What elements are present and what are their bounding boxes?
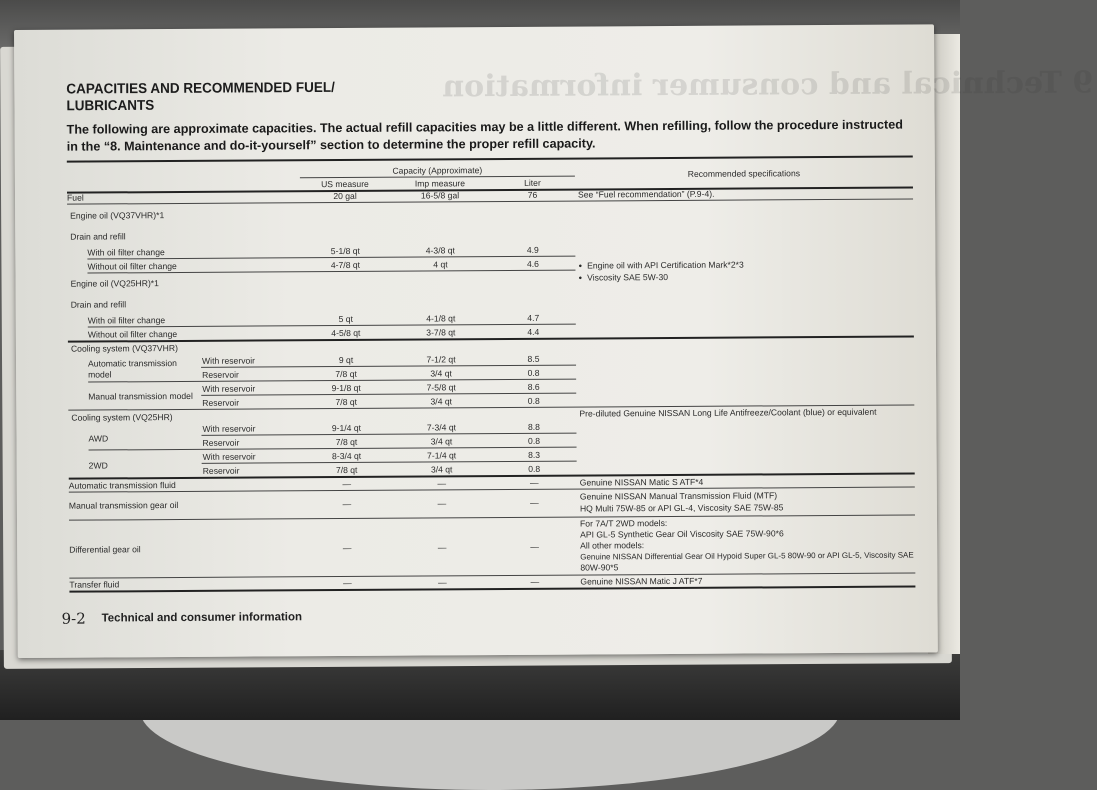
diff-spec-line3: All other models: (580, 540, 645, 551)
cool-awd-with-imp: 7-3/4 qt (426, 422, 457, 433)
intro-paragraph: The following are approximate capacities. The actual refill capacities may be a little different. When refilling, follow the procedure instructed in the “8. Maintenance and do-it-yourself” section to determine the proper refill capacity. (66, 117, 903, 154)
oil-spec-viscosity: ● Viscosity SAE 5W-30 (578, 272, 668, 286)
cool-vq37-auto-label: Automatic transmission model (88, 358, 177, 380)
atf-label: Automatic transmission fluid (68, 480, 176, 491)
oil-vq37-drain: Drain and refill (70, 231, 126, 242)
oil-vq37-without-label: Without oil filter change (87, 261, 177, 272)
page-number: 9-2 (61, 609, 86, 628)
mtf-spec-line1: Genuine NISSAN Manual Transmission Fluid (MTF) (579, 490, 778, 502)
diff-imp: — (437, 542, 447, 553)
oil-vq25-without-label: Without oil filter change (87, 329, 178, 340)
footer-section-label: Technical and consumer information (101, 611, 303, 625)
cool-2wd-res-us: 7/8 qt (335, 464, 358, 476)
oil-vq37-without-liter: 4.6 (526, 258, 539, 269)
cool-2wd-res-label: Reservoir (202, 465, 240, 476)
oil-vq37-with-liter: 4.9 (526, 244, 539, 255)
cool-awd-with-us: 9-1/4 qt (331, 422, 362, 434)
cool-vq37-man-res-liter: 0.8 (527, 395, 540, 406)
oil-vq37-heading: Engine oil (VQ37VHR)*1 (70, 210, 165, 221)
cool-awd-label: AWD (88, 433, 109, 444)
diff-label: Differential gear oil (69, 544, 141, 555)
oil-vq25-drain: Drain and refill (70, 299, 127, 310)
diff-liter: — (530, 541, 539, 552)
cool-vq37-man-res-imp: 3/4 qt (430, 396, 453, 407)
cool-vq37-auto-res-liter: 0.8 (527, 367, 540, 378)
cool-vq37-heading: Cooling system (VQ37VHR) (70, 343, 178, 354)
cool-vq37-auto-with-label: With reservoir (201, 355, 256, 366)
atf-imp: — (437, 478, 447, 489)
oil-vq37-with-us: 5-1/8 qt (330, 245, 360, 257)
transfer-label: Transfer fluid (69, 579, 120, 590)
oil-vq25-without-liter: 4.4 (527, 326, 540, 337)
cool-vq37-man-label: Manual transmission model (88, 390, 193, 402)
cool-2wd-label: 2WD (88, 460, 108, 471)
col-us-header: US measure (321, 178, 369, 190)
oil-vq25-without-us: 4-5/8 qt (331, 327, 361, 339)
col-imp-header: Imp measure (414, 178, 466, 189)
transfer-liter: — (530, 576, 540, 587)
cool-awd-with-liter: 8.8 (527, 421, 540, 432)
atf-spec: Genuine NISSAN Matic S ATF*4 (579, 476, 704, 488)
cool-vq25-heading: Cooling system (VQ25HR) (71, 412, 173, 423)
cool-vq37-man-with-liter: 8.6 (527, 381, 540, 392)
bleed-through-heading: 9 Technical and consumer information (442, 65, 1094, 105)
fuel-liter: 76 (527, 189, 538, 200)
oil-vq25-without-imp: 3-7/8 qt (426, 327, 456, 338)
mtf-liter: — (530, 497, 539, 508)
fuel-label: Fuel (66, 192, 84, 203)
oil-vq25-with-liter: 4.7 (527, 312, 540, 323)
section-title: CAPACITIES AND RECOMMENDED FUEL/ LUBRICANTS (66, 79, 335, 114)
cool-vq37-auto-res-imp: 3/4 qt (430, 368, 452, 379)
diff-spec-line1: For 7A/T 2WD models: (579, 518, 668, 529)
oil-vq25-with-label: With oil filter change (87, 315, 166, 326)
diff-us: — (342, 542, 352, 554)
cool-2wd-with-label: With reservoir (202, 451, 256, 462)
cool-awd-res-liter: 0.8 (528, 435, 541, 446)
fuel-us: 20 gal (333, 190, 357, 202)
cool-2wd-with-imp: 7-1/4 qt (426, 450, 457, 461)
mtf-label: Manual transmission gear oil (68, 500, 179, 511)
mtf-imp: — (437, 498, 447, 509)
cool-vq37-man-with-us: 9-1/8 qt (331, 382, 361, 394)
mtf-us: — (342, 498, 352, 510)
cool-awd-with-label: With reservoir (202, 423, 256, 434)
cool-2wd-res-liter: 0.8 (528, 463, 541, 474)
atf-liter: — (529, 477, 539, 488)
cool-vq37-auto-res-us: 7/8 qt (335, 368, 357, 380)
atf-us: — (342, 478, 352, 490)
fuel-imp: 16-5/8 gal (420, 190, 460, 201)
cool-vq37-auto-with-imp: 7-1/2 qt (426, 354, 456, 365)
transfer-us: — (343, 577, 352, 588)
oil-vq25-with-imp: 4-1/8 qt (426, 313, 456, 324)
oil-vq37-with-label: With oil filter change (87, 247, 165, 258)
manual-page (14, 24, 1094, 658)
transfer-imp: — (438, 577, 447, 588)
diff-spec-line2: API GL-5 Synthetic Gear Oil Viscosity SAE 75W-90*6 (580, 528, 784, 540)
oil-vq25-with-us: 5 qt (338, 313, 353, 325)
cool-vq37-man-res-label: Reservoir (202, 397, 240, 408)
cool-2wd-with-us: 8-3/4 qt (331, 450, 362, 462)
cool-vq37-man-with-imp: 7-5/8 qt (426, 382, 456, 393)
diff-spec-line4: Genuine NISSAN Differential Gear Oil Hypoid Super GL-5 80W-90 or API GL-5, Viscosity SAE (580, 550, 914, 562)
cool-vq37-man-with-label: With reservoir (202, 383, 256, 394)
cool-2wd-res-imp: 3/4 qt (430, 464, 453, 475)
cool-awd-res-us: 7/8 qt (335, 436, 358, 448)
oil-vq37-with-imp: 4-3/8 qt (425, 245, 455, 256)
cool-awd-res-imp: 3/4 qt (430, 436, 453, 447)
mtf-spec-line2: HQ Multi 75W-85 or API GL-4, Viscosity SAE 75W-85 (579, 502, 784, 514)
cool-vq37-auto-res-label: Reservoir (202, 369, 239, 380)
col-spec-header: Recommended specifications (687, 168, 801, 179)
cool-vq37-auto-with-us: 9 qt (338, 354, 354, 366)
mtf-rule (69, 515, 915, 521)
capacity-header: Capacity (Approximate) (392, 165, 483, 176)
cool-spec: Pre-diluted Genuine NISSAN Long Life Antifreeze/Coolant (blue) or equivalent (579, 406, 877, 419)
col-liter-header: Liter (524, 177, 541, 188)
oil-vq25-heading: Engine oil (VQ25HR)*1 (70, 278, 159, 289)
diff-spec-line5: 80W-90*5 (580, 562, 619, 573)
transfer-spec: Genuine NISSAN Matic J ATF*7 (580, 575, 703, 587)
cool-2wd-with-liter: 8.3 (528, 449, 541, 460)
oil-vq37-without-imp: 4 qt (433, 259, 448, 270)
cool-awd-res-label: Reservoir (202, 437, 240, 448)
cool-vq37-auto-with-liter: 8.5 (527, 353, 540, 364)
fuel-spec: See “Fuel recommendation” (P.9-4). (577, 188, 715, 200)
oil-vq37-without-us: 4-7/8 qt (330, 259, 361, 271)
table-top-rule (67, 156, 913, 163)
oil-spec-api: ● Engine oil with API Certification Mark*2*3 (578, 260, 743, 274)
cool-vq37-man-res-us: 7/8 qt (335, 396, 358, 408)
